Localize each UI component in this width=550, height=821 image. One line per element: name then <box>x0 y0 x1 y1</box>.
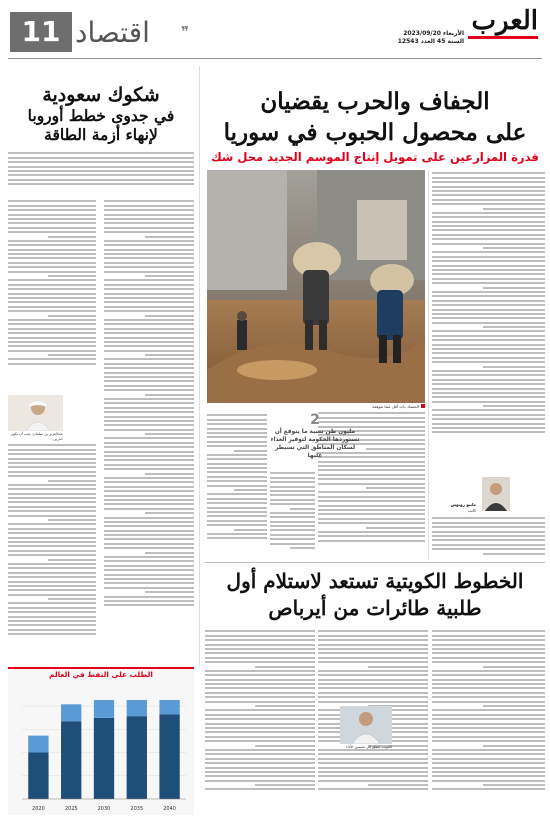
chart-bar <box>127 700 147 716</box>
main-headline-line: الجفاف والحرب يقضيان <box>260 88 490 115</box>
pull-quote-text: مليون طن نسبة ما يتوقع أن تستوردها الحكومة لتوفير الغذاء لسكان المناطق التي تسيطر عليها <box>270 429 360 459</box>
main-story-column <box>270 470 315 560</box>
main-story-column <box>432 170 545 470</box>
chart-bar <box>28 753 48 800</box>
chart-x-tick-label: 2020 <box>32 806 45 812</box>
chart-x-tick-label: 2025 <box>64 806 78 812</box>
minister-photo-caption: عبدالعزيز بن سلمان: يجب أن نكون حذرين <box>10 432 63 441</box>
chart-bar <box>94 718 114 799</box>
second-headline-line: طلبية طائرات من أيرباص <box>268 596 482 620</box>
chart-bar <box>127 716 147 799</box>
side-story-column <box>8 442 96 662</box>
chart-bar <box>159 714 179 799</box>
author-photo <box>482 477 510 511</box>
chart-title: الطلب على النفط في العالم <box>49 670 153 679</box>
side-headline-line: في جدوى خطط أوروبا <box>27 106 175 125</box>
side-headline-line: لإنهاء أزمة الطاقة <box>44 125 158 144</box>
main-headline-line: على محصول الحبوب في سوريا <box>223 119 527 146</box>
second-story-headline <box>205 568 545 622</box>
chart-bar <box>28 736 48 753</box>
date-line: الأربعاء 2023/09/20 <box>403 30 464 37</box>
second-headline-line: الخطوط الكويتية تستعد لاستلام أول <box>226 569 524 593</box>
executive-photo <box>340 706 392 744</box>
oil-demand-chart <box>8 700 194 815</box>
author-role: كاتب <box>467 507 476 513</box>
header-rule <box>8 58 542 59</box>
section-quote-icon: ❞ <box>181 23 188 41</box>
side-headline-line: شكوك سعودية <box>42 84 160 106</box>
section-title: اقتصاد <box>75 16 150 49</box>
side-story-intro <box>8 150 194 194</box>
column-divider <box>199 66 200 666</box>
second-story-column <box>205 628 315 816</box>
executive-photo-caption: الكويت تتطلع إلى تحسين الأداء <box>346 745 392 749</box>
chart-x-tick-label: 2040 <box>163 806 176 812</box>
story-divider <box>205 562 545 563</box>
main-story-column <box>432 515 545 563</box>
main-story-headline <box>205 86 545 148</box>
chart-bar <box>61 704 81 721</box>
second-story-column <box>432 628 545 816</box>
issue-date <box>398 30 464 46</box>
side-story-column <box>104 198 194 663</box>
pull-quote-number: 2 <box>310 412 320 428</box>
chart-x-tick-label: 2030 <box>97 806 111 812</box>
grain-workers-photo <box>207 170 425 403</box>
author-name: ماتيو روبوس <box>450 502 476 507</box>
side-story-column <box>8 198 96 388</box>
author-byline <box>426 502 476 513</box>
main-photo-caption-text: الحصاد بات أقل مما تتوقعه <box>372 404 419 409</box>
caption-marker-icon <box>421 404 425 408</box>
pull-quote <box>270 412 360 460</box>
main-story-column <box>207 412 267 560</box>
logo-underline <box>468 36 538 39</box>
page-number: 11 <box>10 12 72 52</box>
newspaper-logo: العرب <box>471 6 538 36</box>
chart-x-tick-label: 2035 <box>130 806 144 812</box>
chart-bar <box>61 721 81 799</box>
minister-photo <box>8 395 63 431</box>
main-story-subheadline: قدرة المزارعين على تمويل إنتاج الموسم الجديد محل شك <box>211 150 539 164</box>
chart-bar <box>159 700 179 714</box>
side-story-headline <box>8 84 194 144</box>
chart-bar <box>94 700 114 718</box>
issue-line: السنة 45 العدد 12543 <box>397 38 464 45</box>
